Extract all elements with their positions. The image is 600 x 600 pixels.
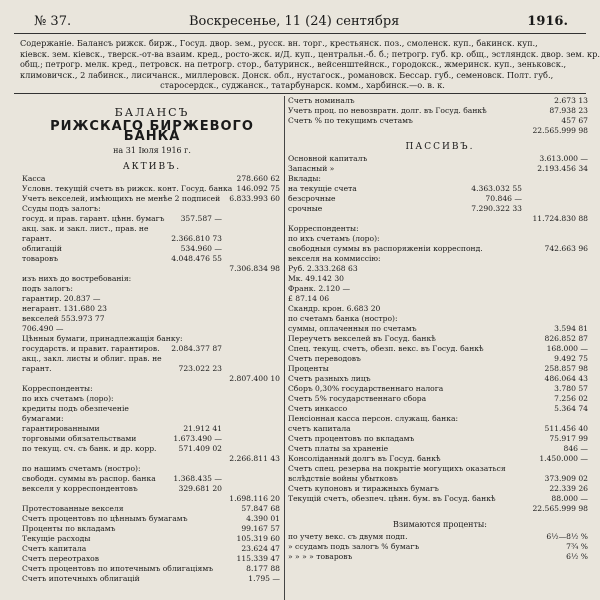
row-label: облигацій xyxy=(22,244,62,253)
row-label: £ 87.14 06 xyxy=(288,294,330,303)
row-amount: 6.833.993 60 xyxy=(229,194,280,203)
row-label: Спец. текущ. счетъ, обезп. векс. въ Госуд. банкѣ xyxy=(288,344,484,353)
table-row xyxy=(22,204,282,214)
row-label: свободн. суммы въ распор. банка xyxy=(22,474,156,483)
balance-title: БАЛАНСЪ xyxy=(114,106,190,119)
row-label: акц., закл. листы и облиг. прав. не xyxy=(22,354,162,363)
table-row xyxy=(22,294,282,304)
table-row xyxy=(288,374,592,384)
row-subtotal: 571.409 02 xyxy=(178,444,222,453)
row-amount: 846 — xyxy=(563,444,588,453)
row-amount: 486.064 43 xyxy=(544,374,588,383)
row-label: по счетамъ банка (ностро): xyxy=(288,314,398,323)
row-label: безсрочные xyxy=(288,194,336,203)
row-label: Текущіе расходы xyxy=(22,534,91,543)
row-subtotal: 4.363.032 55 xyxy=(471,184,522,193)
assets-heading: АКТИВЪ. xyxy=(122,162,182,172)
row-label: Счетъ купоновъ и тиражныхъ бумагъ xyxy=(288,484,439,493)
row-amount: 146.092 75 xyxy=(236,184,280,193)
masthead xyxy=(0,0,600,6)
row-amount: 5.364 74 xyxy=(554,404,588,413)
row-label: » ссудамъ подъ залогъ % бумагъ xyxy=(288,542,420,551)
row-label: торговыми обязательствами xyxy=(22,434,137,443)
row-label: Учетъ проц. по невозвратн. долг. въ Госуд. банкѣ xyxy=(288,106,487,115)
table-row xyxy=(22,564,282,574)
table-row xyxy=(288,404,592,414)
row-label: гарант. xyxy=(22,234,52,243)
row-label: гарантированными xyxy=(22,424,100,433)
table-row xyxy=(22,504,282,514)
row-label: Счетъ платы за храненіе xyxy=(288,444,389,453)
liabilities-heading: ПАССИВЪ. xyxy=(405,142,475,152)
table-row xyxy=(288,294,592,304)
interest-list xyxy=(288,532,592,562)
row-label: негарант. 131.680 23 xyxy=(22,304,108,313)
table-row xyxy=(288,304,592,314)
table-row xyxy=(22,454,282,464)
row-label: » » » » товаровъ xyxy=(288,552,353,561)
row-label: Цѣнныя бумаги, принадлежащія банку: xyxy=(22,334,183,343)
row-label: Проценты по вкладамъ xyxy=(22,524,116,533)
row-amount: 6½—8½ % xyxy=(546,532,588,541)
row-label: срочные xyxy=(288,204,323,213)
row-label: Мк. 49.142 30 xyxy=(288,274,344,283)
row-label: Счетъ процентовъ по цѣннымъ бумагамъ xyxy=(22,514,188,523)
liabilities-list xyxy=(288,154,592,514)
table-row xyxy=(288,154,592,164)
row-amount: 373.909 02 xyxy=(544,474,588,483)
table-row xyxy=(288,164,592,174)
table-row xyxy=(22,224,282,234)
bank-name: РИЖСКАГО БИРЖЕВОГО БАНКА xyxy=(50,119,254,144)
row-label: Проценты xyxy=(288,364,329,373)
table-row xyxy=(288,126,592,136)
row-label: кредиты подъ обезпеченіе xyxy=(22,404,129,413)
table-row xyxy=(22,324,282,334)
row-label: вслѣдствіе войны убытковъ xyxy=(288,474,398,483)
table-row xyxy=(288,394,592,404)
row-amount: 22.339 26 xyxy=(549,484,588,493)
table-row xyxy=(288,532,592,542)
table-row xyxy=(22,184,282,194)
toc-line: Содержаніе. Балансъ рижск. бирж., Госуд. двор. зем., русск. вн. торг., крестьянск. поз., смоленск. куп., бакинск. куп., xyxy=(20,38,538,48)
toc-line: старосердск., суджанск., татарбунарск. комм., харбинск.—о. в. к. xyxy=(160,80,445,91)
row-label: по текущ. сч. съ банк. и др. корр. xyxy=(22,444,157,453)
table-row xyxy=(288,96,592,106)
table-row xyxy=(288,384,592,394)
row-label: Переучетъ векселей въ Госуд. банкѣ xyxy=(288,334,436,343)
table-row xyxy=(288,414,592,424)
row-label: товаровъ xyxy=(22,254,59,263)
row-label: Вклады: xyxy=(288,174,321,183)
row-label: по ихъ счетамъ (лоро): xyxy=(288,234,380,243)
row-label: Касса xyxy=(22,174,46,183)
row-label: Счетъ переводовъ xyxy=(288,354,361,363)
row-amount: 11.724.830 88 xyxy=(532,214,588,223)
table-row xyxy=(22,514,282,524)
row-subtotal: 357.587 — xyxy=(180,214,222,223)
row-amount: 4.390 01 xyxy=(246,514,280,523)
row-amount: 22.565.999 98 xyxy=(532,504,588,513)
row-amount: 23.624 47 xyxy=(241,544,280,553)
row-amount: 3.613.000 — xyxy=(539,154,588,163)
row-amount: 115.339 47 xyxy=(236,554,280,563)
table-row xyxy=(288,494,592,504)
row-amount: 6½ % xyxy=(566,552,588,561)
table-row xyxy=(288,244,592,254)
interest-heading: Взимаются проценты: xyxy=(393,520,487,529)
row-label: Франк. 2.120 — xyxy=(288,284,351,293)
row-label: счетъ капитала xyxy=(288,424,351,433)
table-row xyxy=(288,424,592,434)
toc-line: общ.; петрогр. мелк. кред., петровск. на петрогр. стор., батуринск., вейсенштейнск., городокск., жмеринск. куп., зеньковск., xyxy=(20,59,567,70)
row-amount: 511.456 40 xyxy=(544,424,588,433)
table-row xyxy=(288,542,592,552)
row-label: векселя на коммиссію: xyxy=(288,254,381,263)
row-subtotal: 2.084.377 87 xyxy=(171,344,222,353)
row-label: гарант. xyxy=(22,364,52,373)
table-row xyxy=(22,314,282,324)
assets-continued-list xyxy=(288,96,592,136)
row-label: Счетъ ипотечныхъ облигацій xyxy=(22,574,140,583)
table-row xyxy=(288,354,592,364)
row-subtotal: 534.960 — xyxy=(180,244,222,253)
table-row xyxy=(288,184,592,194)
table-row xyxy=(22,254,282,264)
row-label: Счетъ % по текущимъ счетамъ xyxy=(288,116,413,125)
row-amount: 7.306.834 98 xyxy=(229,264,280,273)
row-subtotal: 4.048.476 55 xyxy=(171,254,222,263)
row-amount: 258.857 98 xyxy=(544,364,588,373)
row-label: суммы, оплаченныя по счетамъ xyxy=(288,324,417,333)
row-amount: 2.193.456 34 xyxy=(537,164,588,173)
table-row xyxy=(288,254,592,264)
row-amount: 75.917 99 xyxy=(549,434,588,443)
table-row xyxy=(288,224,592,234)
row-amount: 2.807.400 10 xyxy=(229,374,280,383)
row-label: Основной капиталъ xyxy=(288,154,368,163)
row-label: по ихъ счетамъ (лоро): xyxy=(22,394,114,403)
table-row xyxy=(288,284,592,294)
row-label: госуд. и прав. гарант. цѣнн. бумагъ xyxy=(22,214,165,223)
table-row xyxy=(22,284,282,294)
row-amount: 7¾ % xyxy=(566,542,588,551)
row-amount: 1.698.116 20 xyxy=(229,494,280,503)
header-rule xyxy=(14,33,586,34)
row-amount: 9.492 75 xyxy=(554,354,588,363)
table-row xyxy=(288,264,592,274)
right-column xyxy=(288,96,592,562)
row-label: акц. зак. и закл. лист., прав. не xyxy=(22,224,149,233)
toc-line: климовичск., 2 лабинск., лисичанск., миллеровск. Донск. обл., нустагоск., романовск. Бессар. губ., семеновск. Полт. губ., xyxy=(20,69,554,80)
table-row xyxy=(22,174,282,184)
row-subtotal: 329.681 20 xyxy=(178,484,222,493)
row-label: Счетъ процентовъ по ипотечнымъ облигаціямъ xyxy=(22,564,214,573)
toc-line: кіевск. зем. кіевск., тверск.-от-ва взаим. кред., росто-жск. и/Д. куп., центральн.-б. б.; петрогр. губ. кр. общ., эстляндск. двор. зем. кр. xyxy=(20,48,600,59)
row-amount: 826.852 87 xyxy=(544,334,588,343)
table-row xyxy=(22,424,282,434)
row-label: Счетъ спец. резерва на покрытіе могущихъ оказаться xyxy=(288,464,506,473)
row-amount: 168.000 — xyxy=(546,344,588,353)
table-row xyxy=(288,204,592,214)
row-label: Протестованные векселя xyxy=(22,504,124,513)
balance-date: на 31 Іюля 1916 г. xyxy=(113,146,191,155)
row-subtotal: 723.022 23 xyxy=(178,364,222,373)
row-label: бумагами: xyxy=(22,414,64,423)
table-row xyxy=(22,334,282,344)
table-row xyxy=(288,274,592,284)
row-label: Счетъ 5% государственнаго сбора xyxy=(288,394,427,403)
table-row xyxy=(288,474,592,484)
row-amount: 22.565.999 98 xyxy=(532,126,588,135)
row-label: Счетъ капитала xyxy=(22,544,87,553)
table-row xyxy=(22,434,282,444)
table-row xyxy=(22,484,282,494)
table-row xyxy=(22,234,282,244)
row-subtotal: 1.368.435 — xyxy=(173,474,222,483)
table-row xyxy=(288,444,592,454)
row-label: Корреспонденты: xyxy=(288,224,359,233)
row-label: Запасный » xyxy=(288,164,335,173)
table-row xyxy=(288,504,592,514)
table-row xyxy=(22,354,282,364)
table-row xyxy=(288,454,592,464)
row-amount: 457 67 xyxy=(561,116,588,125)
row-subtotal: 70.846 — xyxy=(485,194,522,203)
row-label: Учетъ векселей, имѣющихъ не менѣе 2 подписей xyxy=(22,194,221,203)
row-amount: 278.660 62 xyxy=(236,174,280,183)
row-label: Счетъ процентовъ по вкладамъ xyxy=(288,434,415,443)
column-separator xyxy=(284,96,285,600)
table-row xyxy=(22,414,282,424)
row-subtotal: 2.366.810 73 xyxy=(171,234,222,243)
row-label: свободныя суммы въ распоряженіи корреспонд. xyxy=(288,244,483,253)
row-label: Пенсіонная касса персон. служащ. банка: xyxy=(288,414,459,423)
issue-year: 1916. xyxy=(527,14,568,29)
row-label: векселя у корреспондентовъ xyxy=(22,484,138,493)
table-row xyxy=(288,194,592,204)
row-label: Текущій счетъ, обезпеч. цѣнн. бум. въ Госуд. банкѣ xyxy=(288,494,496,503)
row-amount: 1.450.000 — xyxy=(539,454,588,463)
row-label: Консоліданный долгъ въ Госуд. банкѣ xyxy=(288,454,441,463)
row-label: Скандр. крон. 6.683 20 xyxy=(288,304,381,313)
table-row xyxy=(22,534,282,544)
row-label: по учету векс. съ двумя подп. xyxy=(288,532,408,541)
table-row xyxy=(288,344,592,354)
row-label: Счетъ переотрахов xyxy=(22,554,99,563)
row-amount: 8.177 88 xyxy=(246,564,280,573)
row-label: гарантир. 20.837 — xyxy=(22,294,101,303)
table-row xyxy=(288,314,592,324)
table-row xyxy=(22,394,282,404)
row-amount: 742.663 96 xyxy=(544,244,588,253)
row-amount: 2.673 13 xyxy=(554,96,588,105)
row-label: подъ залогъ: xyxy=(22,284,73,293)
table-row xyxy=(22,404,282,414)
table-row xyxy=(22,274,282,284)
table-row xyxy=(288,116,592,126)
table-row xyxy=(288,324,592,334)
row-amount: 2.266.811 43 xyxy=(229,454,280,463)
row-label: по нашимъ счетамъ (ностро): xyxy=(22,464,141,473)
issue-number: № 37. xyxy=(34,14,72,29)
table-row xyxy=(288,174,592,184)
row-label: Счетъ номиналъ xyxy=(288,96,355,105)
row-amount: 105.319 60 xyxy=(236,534,280,543)
table-row xyxy=(288,464,592,474)
table-row xyxy=(288,434,592,444)
issue-header xyxy=(14,12,586,32)
row-amount: 3.594 81 xyxy=(554,324,588,333)
table-row xyxy=(22,214,282,224)
table-row xyxy=(22,244,282,254)
left-column xyxy=(22,96,282,584)
assets-list xyxy=(22,174,282,584)
row-label: Корреспонденты: xyxy=(22,384,93,393)
table-row xyxy=(22,194,282,204)
table-row xyxy=(22,344,282,354)
table-row xyxy=(288,334,592,344)
table-row xyxy=(22,554,282,564)
row-amount: 3.780 57 xyxy=(554,384,588,393)
table-row xyxy=(22,494,282,504)
table-row xyxy=(288,214,592,224)
toc-rule xyxy=(14,93,586,94)
table-row xyxy=(22,364,282,374)
row-amount: 7.256 02 xyxy=(554,394,588,403)
row-label: Условн. текущій счетъ въ рижск. конт. Госуд. банка xyxy=(22,184,233,193)
issue-date: Воскресенье, 11 (24) сентября xyxy=(189,14,400,29)
table-row xyxy=(22,304,282,314)
table-of-contents xyxy=(20,38,600,91)
row-subtotal: 7.290.322 33 xyxy=(471,204,522,213)
row-subtotal: 21.912 41 xyxy=(183,424,222,433)
table-row xyxy=(22,264,282,274)
row-label: Счетъ инкассо xyxy=(288,404,348,413)
table-row xyxy=(288,552,592,562)
table-row xyxy=(22,374,282,384)
row-label: Счетъ разныхъ лицъ xyxy=(288,374,371,383)
row-label: изъ нихъ до востребованія: xyxy=(22,274,132,283)
table-row xyxy=(288,234,592,244)
row-amount: 99.167 57 xyxy=(241,524,280,533)
row-amount: 1.795 — xyxy=(248,574,280,583)
row-amount: 87.938 23 xyxy=(549,106,588,115)
row-label: государств. и правит. гарантиров. xyxy=(22,344,160,353)
table-row xyxy=(22,474,282,484)
table-row xyxy=(22,444,282,454)
row-label: 706.490 — xyxy=(22,324,64,333)
table-row xyxy=(288,364,592,374)
row-label: Ссуды подъ залогъ: xyxy=(22,204,101,213)
table-row xyxy=(288,106,592,116)
row-label: векселей 553.973 77 xyxy=(22,314,105,323)
table-row xyxy=(22,524,282,534)
table-row xyxy=(22,544,282,554)
table-row xyxy=(22,464,282,474)
table-row xyxy=(22,574,282,584)
row-label: на текущіе счета xyxy=(288,184,357,193)
table-row xyxy=(288,484,592,494)
table-row xyxy=(22,384,282,394)
row-subtotal: 1.673.490 — xyxy=(173,434,222,443)
row-label: Руб. 2.333.268 63 xyxy=(288,264,358,273)
row-amount: 88.000 — xyxy=(551,494,588,503)
row-label: Сборъ 0,30% государственнаго налога xyxy=(288,384,444,393)
row-amount: 57.847 68 xyxy=(241,504,280,513)
